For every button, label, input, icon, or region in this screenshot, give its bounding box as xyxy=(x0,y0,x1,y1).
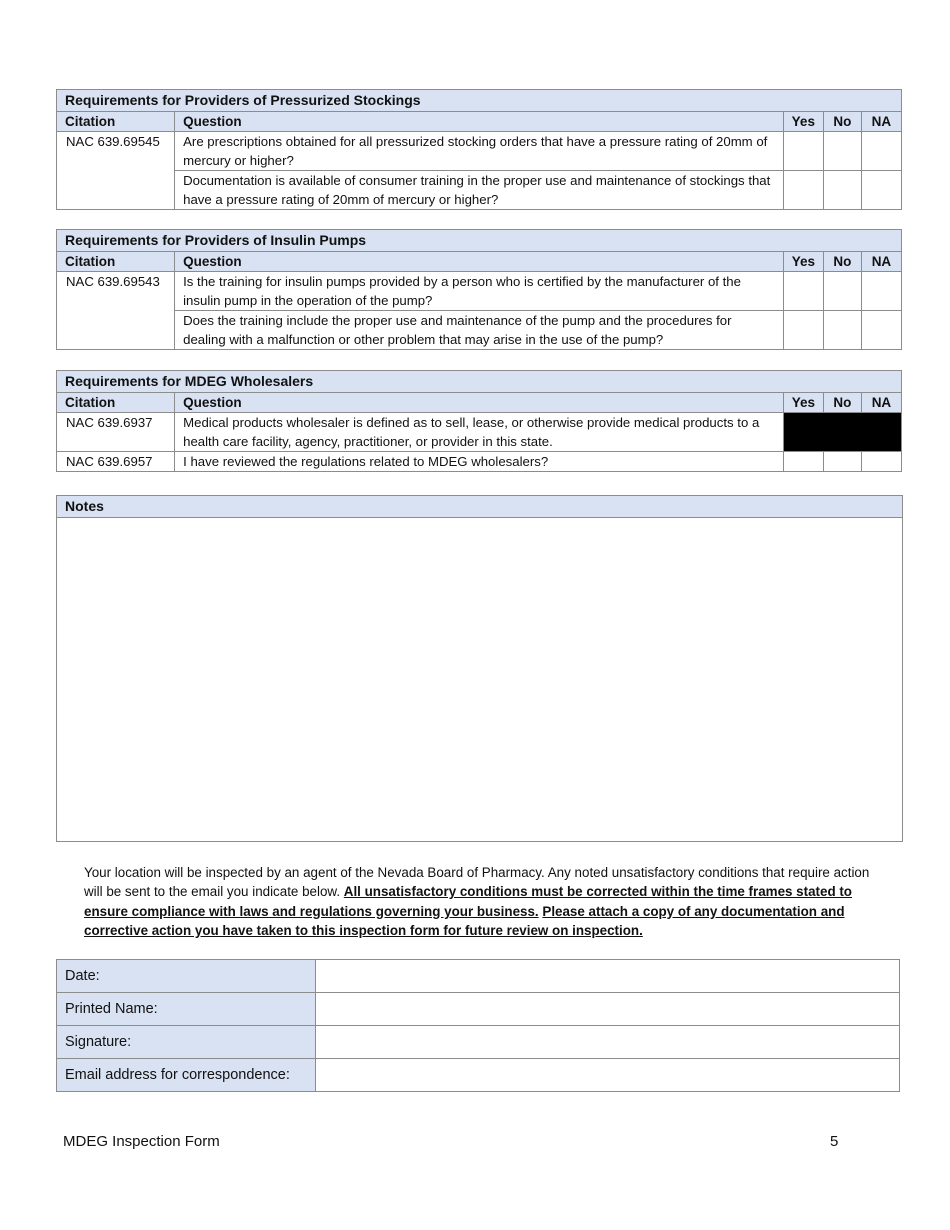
yes-checkbox[interactable] xyxy=(783,132,823,171)
question-cell: Does the training include the proper use and maintenance of the pump and the procedures for dealing with a malfunction or other problem that may arise in the use of the pump? xyxy=(175,311,784,350)
no-checkbox[interactable] xyxy=(823,452,861,472)
yes-header: Yes xyxy=(783,252,823,272)
question-header: Question xyxy=(175,393,784,413)
no-checkbox[interactable] xyxy=(823,171,861,210)
question-header: Question xyxy=(175,252,784,272)
question-cell: I have reviewed the regulations related to MDEG wholesalers? xyxy=(175,452,784,472)
question-cell: Medical products wholesaler is defined as to sell, lease, or otherwise provide medical products to a health care facility, agency, practitioner, or provider in this state. xyxy=(175,413,784,452)
na-header: NA xyxy=(861,252,901,272)
signature-label: Signature: xyxy=(57,1026,316,1059)
citation-cell: NAC 639.69545 xyxy=(57,132,175,210)
citation-cell: NAC 639.6957 xyxy=(57,452,175,472)
question-cell: Is the training for insulin pumps provided by a person who is certified by the manufacturer of the insulin pump in the operation of the pump? xyxy=(175,272,784,311)
date-field[interactable] xyxy=(316,960,900,993)
insulin-table xyxy=(56,229,902,350)
na-header: NA xyxy=(861,112,901,132)
question-cell: Documentation is available of consumer training in the proper use and maintenance of stockings that have a pressure rating of 20mm of mercury or higher? xyxy=(175,171,784,210)
signature-field[interactable] xyxy=(316,1026,900,1059)
citation-cell: NAC 639.6937 xyxy=(57,413,175,452)
na-checkbox[interactable] xyxy=(861,311,901,350)
yes-checkbox[interactable] xyxy=(783,311,823,350)
blacked-out-cell xyxy=(783,413,901,452)
citation-header: Citation xyxy=(57,112,175,132)
no-header: No xyxy=(823,112,861,132)
signature-table xyxy=(56,959,900,1092)
na-checkbox[interactable] xyxy=(861,272,901,311)
notes-title: Notes xyxy=(57,496,903,518)
citation-header: Citation xyxy=(57,252,175,272)
na-checkbox[interactable] xyxy=(861,171,901,210)
na-checkbox[interactable] xyxy=(861,132,901,171)
section-title: Requirements for Providers of Insulin Pumps xyxy=(57,230,902,252)
email-label: Email address for correspondence: xyxy=(57,1059,316,1092)
no-checkbox[interactable] xyxy=(823,272,861,311)
disclaimer-text: Your location will be inspected by an agent of the Nevada Board of Pharmacy. Any noted unsatisfactory conditions that require action will be sent to the email you indicate below. xyxy=(84,865,870,900)
disclaimer-emphasis-1: All unsatisfactory conditions must be corrected within the time frames stated to ensure compliance with laws and regulations governing your business. xyxy=(84,884,852,919)
table-row xyxy=(57,452,902,472)
date-label: Date: xyxy=(57,960,316,993)
section-title: Requirements for Providers of Pressurized Stockings xyxy=(57,90,902,112)
citation-header: Citation xyxy=(57,393,175,413)
no-header: No xyxy=(823,252,861,272)
table-row xyxy=(57,132,902,171)
question-cell: Are prescriptions obtained for all pressurized stocking orders that have a pressure rating of 20mm of mercury or higher? xyxy=(175,132,784,171)
table-row xyxy=(57,272,902,311)
stockings-table xyxy=(56,89,902,210)
no-checkbox[interactable] xyxy=(823,132,861,171)
footer-title: MDEG Inspection Form xyxy=(63,1133,220,1150)
question-header: Question xyxy=(175,112,784,132)
citation-cell: NAC 639.69543 xyxy=(57,272,175,350)
disclaimer-paragraph xyxy=(84,863,874,940)
notes-table xyxy=(56,495,903,842)
no-header: No xyxy=(823,393,861,413)
page-number: 5 xyxy=(830,1133,839,1150)
no-checkbox[interactable] xyxy=(823,311,861,350)
wholesalers-table xyxy=(56,370,902,472)
yes-checkbox[interactable] xyxy=(783,272,823,311)
na-header: NA xyxy=(861,393,901,413)
yes-header: Yes xyxy=(783,393,823,413)
email-field[interactable] xyxy=(316,1059,900,1092)
section-title: Requirements for MDEG Wholesalers xyxy=(57,371,902,393)
yes-checkbox[interactable] xyxy=(783,171,823,210)
table-row xyxy=(57,413,902,452)
na-checkbox[interactable] xyxy=(861,452,901,472)
yes-header: Yes xyxy=(783,112,823,132)
notes-area[interactable] xyxy=(57,518,903,842)
table-row xyxy=(57,171,902,210)
disclaimer-emphasis-2: Please attach a copy of any documentation and corrective action you have taken to this inspection form for future review on inspection. xyxy=(84,903,845,938)
printed-name-field[interactable] xyxy=(316,993,900,1026)
table-row xyxy=(57,311,902,350)
printed-name-label: Printed Name: xyxy=(57,993,316,1026)
yes-checkbox[interactable] xyxy=(783,452,823,472)
